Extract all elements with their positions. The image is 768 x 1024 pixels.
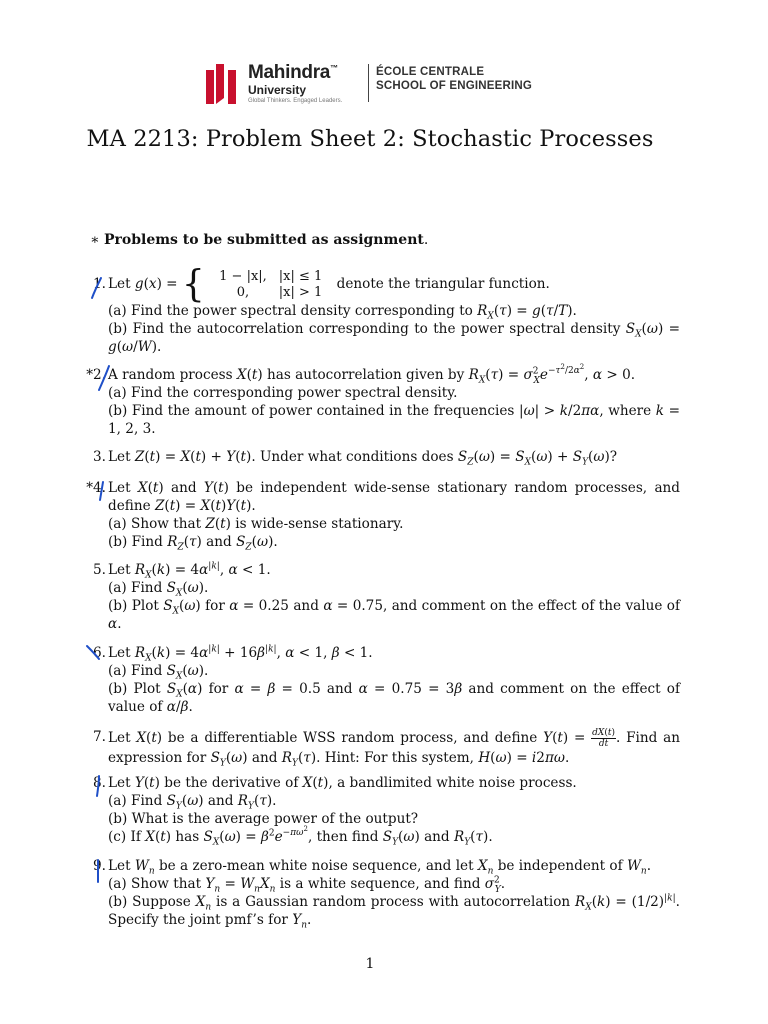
problem-number: 3. bbox=[93, 449, 106, 465]
pen-tick-icon bbox=[92, 858, 104, 884]
problem-8 bbox=[80, 774, 680, 846]
p9-stem: Let $W_n$ be a zero-mean white noise sequence, and let $X_n$ be independent of $W_n$. bbox=[108, 858, 652, 877]
pen-tick-icon bbox=[94, 480, 108, 502]
page-title: MA 2213: Problem Sheet 2: Stochastic Processes bbox=[86, 126, 654, 152]
logo-ecole-line1: ÉCOLE CENTRALE bbox=[376, 66, 485, 78]
logo-tagline: Global Thinkers. Engaged Leaders. bbox=[248, 98, 343, 104]
p5-part-b: (b) Plot $S_X(\omega)$ for α = 0.25 and α = 0.75, and comment on the effect of the value of α. bbox=[108, 598, 681, 632]
p5-stem: Let $R_X(k) = 4\alpha^{|k|}$, α < 1. bbox=[108, 561, 271, 581]
problem-2 bbox=[80, 363, 680, 438]
p4-part-a: (a) Show that Z(t) is wide-sense stationary. bbox=[108, 516, 404, 532]
p5-part-a: (a) Find $S_X(\omega)$. bbox=[108, 580, 209, 599]
problem-9 bbox=[80, 857, 680, 929]
p6-stem: Let $R_X(k) = 4\alpha^{|k|} + 16\beta^{|k|}$, α < 1, β < 1. bbox=[108, 644, 373, 664]
p2-stem: A random process X(t) has autocorrelation given by $R_X(\tau) = \sigma^2_Xe^{-\tau^2/2\alpha^2}$, α > 0. bbox=[108, 363, 636, 386]
problem-3 bbox=[80, 448, 680, 466]
problem-number: 8. bbox=[93, 775, 106, 791]
case2-value: 0, bbox=[236, 284, 250, 300]
university-logo bbox=[206, 60, 546, 108]
case1-value: 1 − |x|, bbox=[219, 268, 267, 284]
problem-1: 1. Let g(x) = { 1 − |x|, |x| ≤ 1 0, |x| > 1 denote the triangular function. (a) Find the power spectral density corresponding to $R_X(\tau) = g(\tau/T)$. (b) Find the autocorrelation corresponding to the power spectral density $S_X(\omega) = g(\omega/W)$. bbox=[80, 266, 680, 356]
p8-part-c: (c) If X(t) has $S_X(\omega) = \beta^2e^{-\pi\omega^2}$, then find $S_Y(\omega)$ and $R_Y(\tau)$. bbox=[108, 825, 493, 848]
problem-number: 6. bbox=[93, 645, 106, 661]
logo-ecole-line2: SCHOOL OF ENGINEERING bbox=[376, 80, 533, 92]
pen-tick-icon bbox=[88, 276, 104, 300]
p6-part-a: (a) Find $S_X(\omega)$. bbox=[108, 663, 209, 682]
p4-stem: Let X(t) and Y(t) be independent wide-sense stationary random processes, and define Z(t) = X(t)Y(t). bbox=[108, 480, 681, 514]
problem-number: *2. bbox=[86, 367, 106, 383]
problem-number: 5. bbox=[93, 562, 106, 578]
logo-divider bbox=[368, 64, 369, 102]
problem-number: 9. bbox=[93, 858, 106, 874]
problem-number: *4. bbox=[86, 480, 106, 496]
note-end: . bbox=[423, 232, 429, 248]
mahindra-logo-mark-icon bbox=[206, 64, 242, 104]
problem-number: 7. bbox=[93, 729, 106, 745]
note-text: Problems to be submitted as assignment bbox=[103, 232, 424, 248]
problem-4 bbox=[80, 479, 680, 551]
problem-7 bbox=[80, 728, 680, 767]
page-number: 1 bbox=[365, 956, 375, 972]
p8-part-a: (a) Find $S_Y(\omega)$ and $R_Y(\tau)$. bbox=[108, 793, 277, 812]
p8-stem: Let Y(t) be the derivative of X(t), a bandlimited white noise process. bbox=[108, 775, 577, 791]
p9-part-a: (a) Show that $Y_n = W_nX_n$ is a white sequence, and find $\sigma^2_Y$. bbox=[108, 875, 506, 895]
pen-tick-icon bbox=[84, 644, 102, 662]
p4-part-b: (b) Find $R_Z(\tau)$ and $S_Z(\omega)$. bbox=[108, 534, 278, 553]
p7-stem: Let X(t) be a differentiable WSS random process, and define Y(t) = $\frac{dX(t)}{dt}$. Find an expression for $S_Y(\omega)$ and $R_Y(\tau)$. Hint: For this system, H(ω) = i2πω. bbox=[108, 728, 680, 769]
problem-6 bbox=[80, 644, 680, 716]
note-star: ∗ bbox=[90, 232, 100, 248]
logo-brand: Mahindra™ bbox=[248, 62, 338, 83]
p6-part-b: (b) Plot $S_X(\alpha)$ for α = β = 0.5 and α = 0.75 = 3β and comment on the effect of value of α/β. bbox=[108, 681, 680, 715]
derivative-fraction: $\frac{dX(t)}{dt}$ bbox=[592, 728, 615, 749]
piecewise-definition bbox=[213, 269, 328, 301]
problem-number: 1. bbox=[93, 276, 106, 292]
p1-part-a: (a) Find the power spectral density corresponding to $R_X(\tau) = g(\tau/T)$. bbox=[108, 303, 577, 322]
assignment-note bbox=[90, 232, 428, 248]
p2-part-a: (a) Find the corresponding power spectral density. bbox=[108, 385, 458, 401]
p1-lead: Let bbox=[108, 276, 131, 292]
p2-part-b: (b) Find the amount of power contained in the frequencies |ω| > k/2πα, where k = 1, 2, 3. bbox=[108, 403, 680, 437]
logo-university: University bbox=[248, 83, 307, 97]
pen-tick-icon bbox=[92, 774, 104, 798]
p8-part-b: (b) What is the average power of the output? bbox=[108, 811, 419, 827]
p3-stem: Let Z(t) = X(t) + Y(t). Under what conditions does $S_Z(\omega) = S_X(\omega) + S_Y(\omega)$? bbox=[108, 449, 618, 468]
p1-tail: denote the triangular function. bbox=[336, 276, 550, 292]
left-brace-icon: { bbox=[181, 262, 205, 306]
pen-tick-icon bbox=[96, 364, 112, 392]
case1-condition: |x| ≤ 1 bbox=[278, 268, 323, 284]
p1-part-b: (b) Find the autocorrelation corresponding to the power spectral density $S_X(\omega) = g(\omega/W)$. bbox=[108, 321, 681, 355]
p9-part-b: (b) Suppose $X_n$ is a Gaussian random process with autocorrelation $R_X(k) = (1/2)^{|k|}$. Specify the joint pmf’s for $Y_n$. bbox=[108, 893, 680, 931]
case2-condition: |x| > 1 bbox=[278, 284, 323, 300]
problem-5 bbox=[80, 561, 680, 633]
